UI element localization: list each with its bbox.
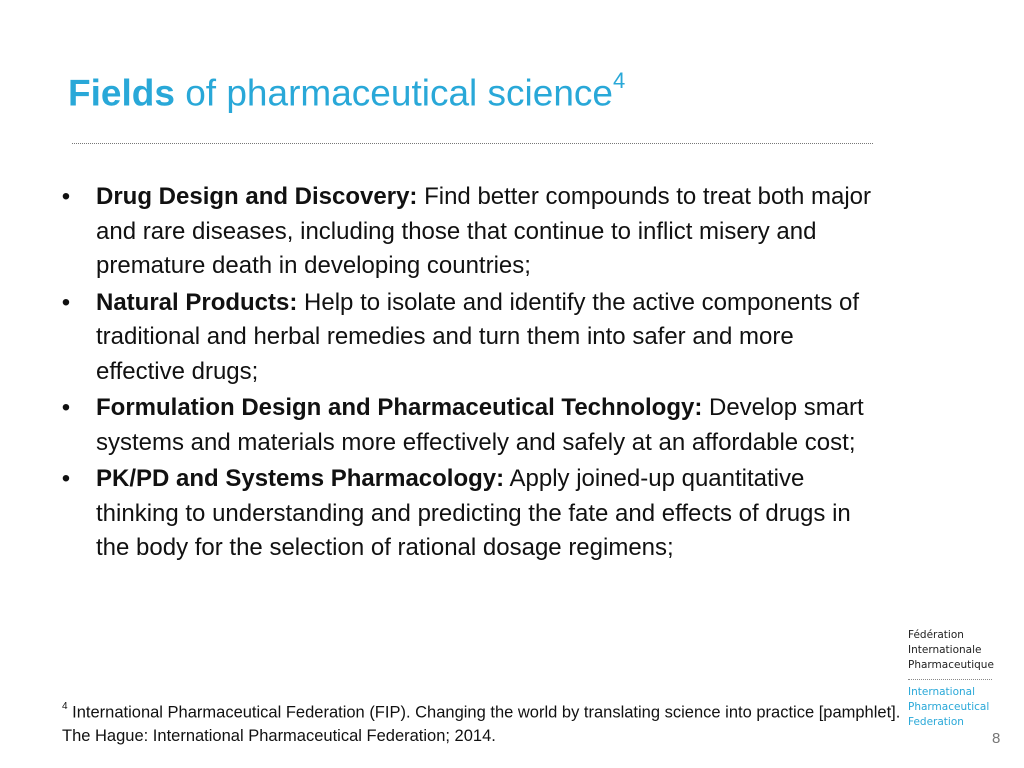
footnote-text: International Pharmaceutical Federation (FIP). Changing the world by translating science into practice [pamphlet]. The Hague: International Pharmaceutical Federation; 2014.: [62, 703, 901, 745]
footnote-marker: 4: [62, 701, 68, 712]
bullet-text: Apply joined-up quantitative thinking to understanding and predicting the fate and effects of drugs in the body for the selection of rational dosage regimens;: [96, 465, 851, 561]
logo-french-line: Internationale: [908, 644, 982, 656]
bullet-list: [56, 180, 886, 568]
logo-english-line: Federation: [908, 716, 964, 728]
logo-french-line: Pharmaceutique: [908, 659, 994, 671]
bullet-glyph: •: [61, 394, 71, 421]
logo-english-line: Pharmaceutical: [908, 701, 990, 713]
fip-logo: [908, 628, 1008, 730]
bullet-item: [56, 462, 886, 566]
title-divider: [72, 143, 873, 144]
footnote: [62, 697, 902, 748]
bullet-term: Formulation Design and Pharmaceutical Technology:: [96, 394, 703, 421]
page-number: 8: [992, 730, 1001, 747]
bullet-glyph: •: [61, 465, 71, 492]
title-rest: of pharmaceutical science: [174, 72, 613, 114]
bullet-text: Help to isolate and identify the active components of traditional and herbal remedies and turn them into safer and more effective drugs;: [96, 288, 860, 385]
title-footnote-ref: 4: [612, 68, 626, 93]
bullet-text: Develop smart systems and materials more effectively and safely at an affordable cost;: [96, 394, 864, 456]
bullet-item: [56, 180, 886, 284]
bullet-item: [56, 391, 886, 460]
title-bold: Fields: [68, 72, 175, 114]
bullet-term: Drug Design and Discovery:: [96, 183, 418, 210]
logo-divider: [908, 679, 992, 680]
logo-french-line: Fédération: [908, 629, 964, 641]
bullet-term: PK/PD and Systems Pharmacology:: [96, 465, 505, 492]
slide-title: [68, 68, 626, 114]
bullet-glyph: •: [61, 183, 71, 210]
bullet-term: Natural Products:: [96, 288, 298, 316]
bullet-glyph: •: [61, 288, 71, 316]
bullet-text: Find better compounds to treat both major and rare diseases, including those that continue to inflict misery and premature death in developing countries;: [96, 183, 871, 279]
bullet-item: [56, 286, 886, 390]
logo-english-line: International: [908, 686, 976, 698]
